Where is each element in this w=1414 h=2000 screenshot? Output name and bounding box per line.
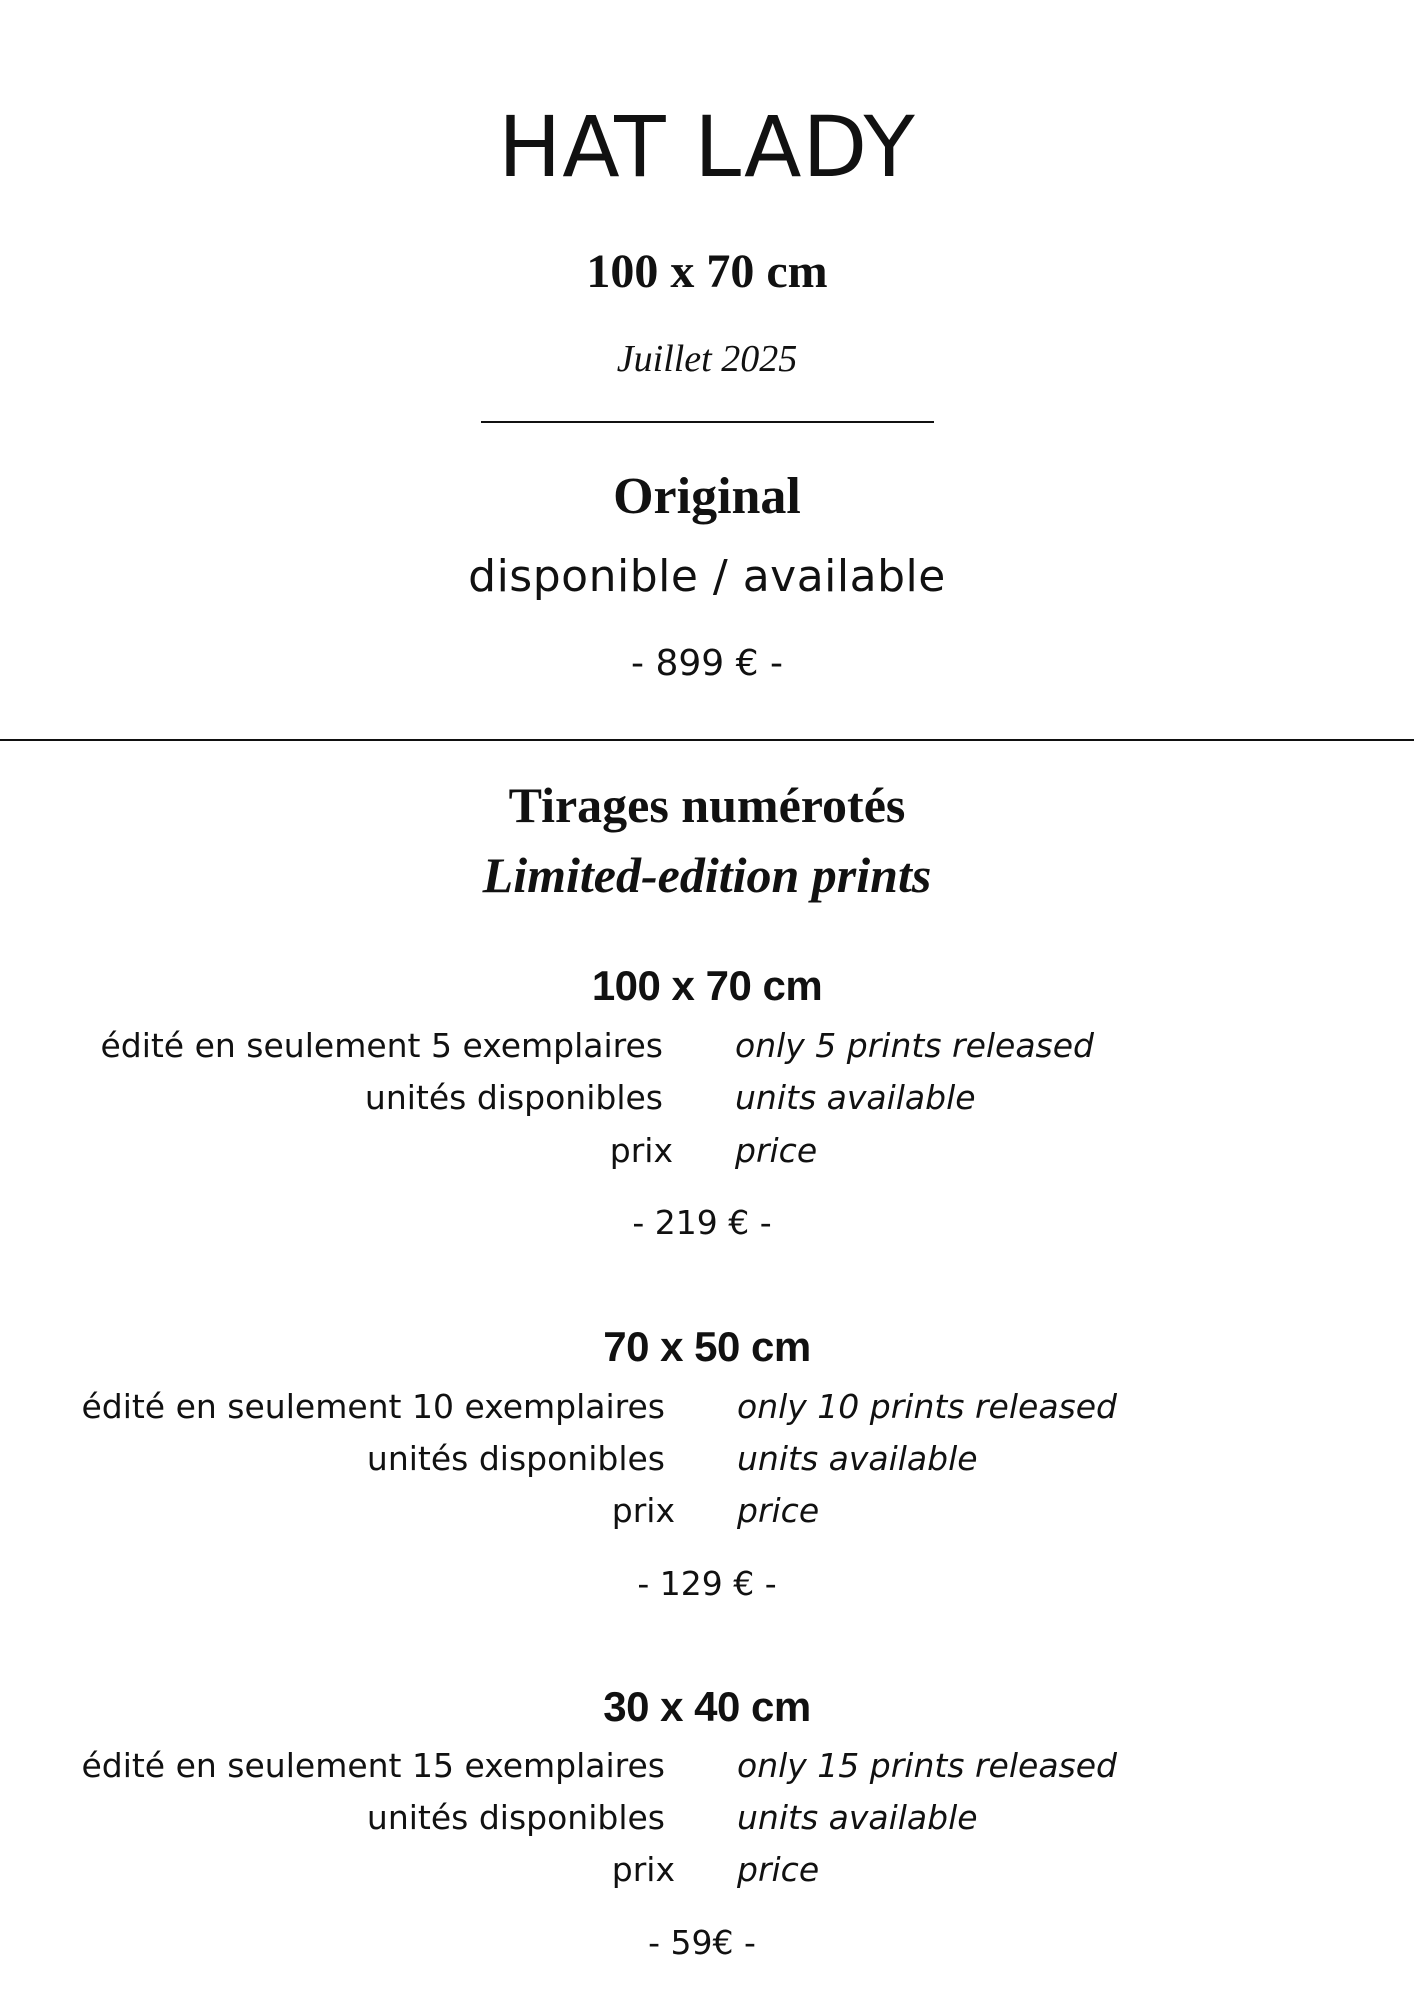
edition-price: - 129 € - bbox=[637, 1564, 777, 1603]
units-label-fr: unités disponibles bbox=[364, 1078, 663, 1117]
price-label-fr: prix bbox=[611, 1850, 675, 1889]
units-label-en: units available bbox=[737, 1798, 978, 1837]
price-label-en: price bbox=[737, 1850, 820, 1889]
edition-count-en: only 15 prints released bbox=[737, 1746, 1117, 1785]
artwork-dimensions: 100 x 70 cm bbox=[586, 245, 828, 298]
header-divider bbox=[481, 421, 934, 423]
edition-count-row bbox=[0, 1026, 1414, 1072]
price-label-en: price bbox=[735, 1131, 818, 1170]
edition-price: - 219 € - bbox=[632, 1203, 772, 1242]
units-row bbox=[0, 1798, 1414, 1844]
price-label-fr: prix bbox=[611, 1491, 675, 1530]
units-label-en: units available bbox=[735, 1078, 976, 1117]
edition-count-row bbox=[0, 1746, 1414, 1792]
artwork-title: HAT LADY bbox=[498, 98, 916, 196]
units-row bbox=[0, 1439, 1414, 1485]
artwork-date: Juillet 2025 bbox=[616, 338, 798, 380]
edition-price: - 59€ - bbox=[648, 1923, 756, 1962]
prints-heading-fr: Tirages numérotés bbox=[508, 777, 906, 833]
edition-count-fr: édité en seulement 10 exemplaires bbox=[81, 1387, 665, 1426]
edition-count-fr: édité en seulement 15 exemplaires bbox=[81, 1746, 665, 1785]
edition-count-en: only 10 prints released bbox=[737, 1387, 1117, 1426]
price-label-en: price bbox=[737, 1491, 820, 1530]
prints-heading-en: Limited-edition prints bbox=[482, 847, 932, 903]
units-label-en: units available bbox=[737, 1439, 978, 1478]
price-label-row bbox=[0, 1131, 1414, 1177]
edition-size: 70 x 50 cm bbox=[603, 1323, 811, 1370]
price-label-row bbox=[0, 1491, 1414, 1537]
edition-size: 100 x 70 cm bbox=[591, 962, 823, 1009]
original-heading: Original bbox=[613, 468, 801, 525]
edition-size: 30 x 40 cm bbox=[603, 1683, 811, 1730]
section-divider bbox=[0, 739, 1414, 741]
original-price: - 899 € - bbox=[631, 643, 783, 684]
edition-count-row bbox=[0, 1387, 1414, 1433]
edition-count-en: only 5 prints released bbox=[735, 1026, 1095, 1065]
price-label-row bbox=[0, 1850, 1414, 1896]
units-row bbox=[0, 1078, 1414, 1124]
price-label-fr: prix bbox=[609, 1131, 673, 1170]
original-availability: disponible / available bbox=[468, 551, 946, 602]
units-label-fr: unités disponibles bbox=[366, 1439, 665, 1478]
units-label-fr: unités disponibles bbox=[366, 1798, 665, 1837]
edition-count-fr: édité en seulement 5 exemplaires bbox=[100, 1026, 663, 1065]
